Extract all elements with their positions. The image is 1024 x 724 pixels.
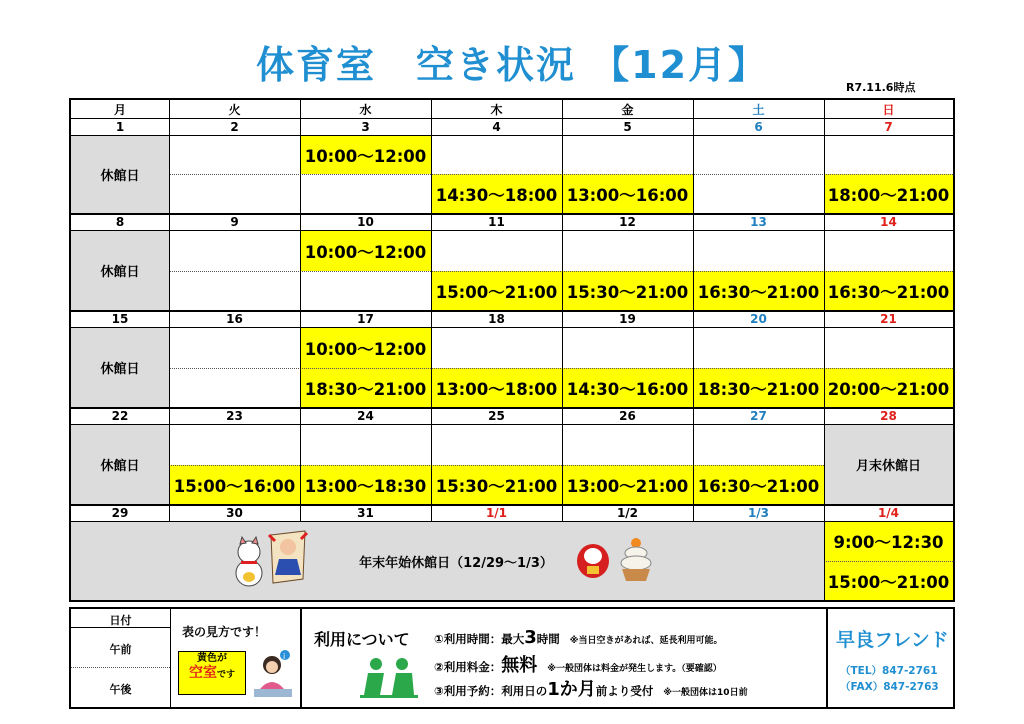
date-cell: 18 bbox=[488, 311, 505, 326]
grid-line bbox=[169, 504, 170, 521]
grid-line bbox=[169, 465, 824, 466]
facility-name: 早良フレンド bbox=[836, 629, 949, 651]
date-cell: 10 bbox=[357, 214, 374, 229]
available-slot-pm: 14:30～16:00 bbox=[562, 368, 693, 407]
date-cell: 1/1 bbox=[485, 505, 508, 520]
weekday-header: 金 bbox=[621, 102, 634, 117]
available-slot-pm: 18:30～21:00 bbox=[693, 368, 824, 407]
grid-line bbox=[71, 310, 953, 312]
legend-date-label: 日付 bbox=[109, 614, 132, 627]
closed-day-cell: 休館日 bbox=[71, 424, 169, 504]
date-cell: 12 bbox=[619, 214, 636, 229]
weekday-header: 月 bbox=[113, 102, 126, 117]
available-slot-pm: 15:30～21:00 bbox=[562, 271, 693, 310]
grid-line bbox=[71, 424, 953, 425]
date-cell: 9 bbox=[230, 214, 239, 229]
grid-line bbox=[431, 100, 432, 504]
available-slot-pm: 16:30～21:00 bbox=[693, 271, 824, 310]
receptionist-icon bbox=[252, 649, 296, 699]
available-slot-pm: 13:00～18:30 bbox=[300, 465, 431, 504]
date-cell: 24 bbox=[357, 408, 374, 423]
date-cell: 11 bbox=[488, 214, 505, 229]
date-cell: 13 bbox=[750, 214, 767, 229]
grid-line bbox=[71, 327, 953, 328]
available-slot-pm: 18:30～21:00 bbox=[300, 368, 431, 407]
grid-line bbox=[562, 100, 563, 504]
date-cell: 3 bbox=[361, 119, 370, 134]
maneki-neko-icon bbox=[231, 535, 267, 587]
usage-res-suffix: 前より受付 bbox=[595, 684, 654, 698]
date-cell: 27 bbox=[750, 408, 767, 423]
usage-time-note: ※当日空きがあれば、延長利用可能。 bbox=[569, 636, 723, 646]
holiday-note: 年末年始休館日（12/29～1/3） bbox=[359, 555, 553, 571]
date-cell: 28 bbox=[880, 408, 897, 423]
usage-res-period: 1か月 bbox=[547, 679, 596, 700]
date-cell: 17 bbox=[357, 311, 374, 326]
month-end-closed-cell: 月末休館日 bbox=[824, 424, 953, 504]
date-cell: 20 bbox=[750, 311, 767, 326]
availability-calendar bbox=[69, 98, 955, 602]
legend-pm-label: 午後 bbox=[109, 683, 132, 696]
closed-day-cell: 休館日 bbox=[71, 230, 169, 310]
usage-line-reservation bbox=[434, 675, 748, 701]
date-cell: 1/4 bbox=[877, 505, 900, 520]
date-cell: 1 bbox=[115, 119, 125, 134]
available-slot-pm: 16:30～21:00 bbox=[824, 271, 953, 310]
grid-line bbox=[824, 561, 953, 562]
grid-line bbox=[71, 521, 953, 522]
available-slot-pm: 16:30～21:00 bbox=[693, 465, 824, 504]
available-slot-pm: 13:00～16:00 bbox=[562, 174, 693, 213]
people-meeting-icon bbox=[358, 655, 422, 699]
usage-time-label: ①利用時間：最大 bbox=[434, 632, 525, 646]
date-cell: 25 bbox=[488, 408, 505, 423]
weekday-header: 火 bbox=[228, 102, 241, 117]
grid-line bbox=[71, 135, 953, 136]
available-slot-pm: 15:00～21:00 bbox=[824, 561, 953, 600]
grid-line bbox=[562, 504, 563, 521]
sample-text-2: です bbox=[216, 670, 235, 680]
how-to-read-title: 表の見方です！ bbox=[182, 625, 267, 639]
date-cell: 30 bbox=[226, 505, 243, 520]
date-cell: 5 bbox=[623, 119, 632, 134]
legend-sample-table bbox=[71, 609, 171, 707]
date-cell: 4 bbox=[492, 119, 501, 134]
legend-am-label: 午前 bbox=[109, 643, 132, 656]
grid-line bbox=[169, 174, 953, 175]
available-slot-pm: 14:30～18:00 bbox=[431, 174, 562, 213]
grid-line bbox=[693, 100, 694, 504]
date-cell: 1/2 bbox=[616, 505, 639, 520]
weekday-header: 土 bbox=[752, 102, 765, 117]
usage-res-label: ③利用予約：利用日の bbox=[434, 684, 548, 698]
date-cell: 26 bbox=[619, 408, 636, 423]
date-cell: 31 bbox=[357, 505, 374, 520]
grid-line bbox=[300, 100, 301, 504]
available-slot-pm: 18:00～21:00 bbox=[824, 174, 953, 213]
grid-line bbox=[300, 504, 301, 521]
usage-fee-label: ②利用料金： bbox=[434, 660, 502, 674]
contact-box bbox=[826, 609, 953, 707]
date-cell: 8 bbox=[115, 214, 125, 229]
date-cell: 21 bbox=[880, 311, 897, 326]
page-title: 体育室 空き状況 【12月】 bbox=[255, 43, 769, 87]
usage-time-hours: 3 bbox=[524, 627, 537, 648]
svg-text:i: i bbox=[283, 652, 286, 661]
grid-line bbox=[824, 521, 825, 600]
available-slot-pm: 20:00～21:00 bbox=[824, 368, 953, 407]
available-slot-am: 9:00～12:30 bbox=[824, 521, 953, 561]
grid-line bbox=[169, 271, 953, 272]
available-slot-pm: 13:00～18:00 bbox=[431, 368, 562, 407]
weekday-header: 日 bbox=[882, 102, 895, 117]
available-slot-am: 10:00～12:00 bbox=[300, 135, 431, 174]
grid-line bbox=[431, 504, 432, 521]
kagami-mochi-icon bbox=[616, 535, 656, 583]
usage-res-note: ※一般団体は10日前 bbox=[663, 688, 748, 698]
usage-heading: 利用について bbox=[314, 630, 410, 649]
contact-tel: （TEL）847-2761 bbox=[840, 665, 938, 677]
date-cell: 2 bbox=[230, 119, 239, 134]
date-cell: 15 bbox=[111, 311, 129, 326]
usage-fee-note: ※一般団体は料金が発生します。（要確認） bbox=[547, 664, 722, 674]
usage-info bbox=[302, 609, 828, 707]
contact-fax: （FAX）847-2763 bbox=[840, 681, 939, 693]
daruma-icon bbox=[576, 541, 610, 579]
available-slot-am: 10:00～12:00 bbox=[300, 230, 431, 271]
date-cell: 19 bbox=[619, 311, 636, 326]
closed-day-cell: 休館日 bbox=[71, 327, 169, 407]
date-cell: 23 bbox=[226, 408, 243, 423]
usage-fee-free: 無料 bbox=[501, 655, 538, 676]
available-sample bbox=[178, 651, 246, 695]
grid-line bbox=[71, 407, 953, 409]
info-panel bbox=[69, 607, 955, 709]
grid-line bbox=[71, 118, 953, 119]
date-cell: 1/3 bbox=[747, 505, 770, 520]
grid-line bbox=[824, 100, 825, 504]
closed-day-cell: 休館日 bbox=[71, 135, 169, 213]
grid-line bbox=[824, 504, 825, 521]
weekday-header: 木 bbox=[490, 102, 503, 117]
date-cell: 6 bbox=[754, 119, 763, 134]
sample-text-1: 黄色が bbox=[197, 653, 227, 664]
grid-line bbox=[71, 504, 953, 506]
date-cell: 22 bbox=[111, 408, 129, 423]
grid-line bbox=[693, 504, 694, 521]
usage-line-time bbox=[434, 627, 723, 648]
available-slot-pm: 13:00～21:00 bbox=[562, 465, 693, 504]
kite-icon bbox=[267, 529, 309, 589]
date-cell: 14 bbox=[880, 214, 897, 229]
date-cell: 29 bbox=[111, 505, 129, 520]
date-cell: 16 bbox=[226, 311, 243, 326]
usage-line-fee bbox=[434, 651, 722, 677]
grid-line bbox=[71, 213, 953, 215]
available-slot-pm: 15:00～21:00 bbox=[431, 271, 562, 310]
available-slot-am: 10:00～12:00 bbox=[300, 327, 431, 368]
grid-line bbox=[169, 100, 170, 504]
grid-line bbox=[71, 230, 953, 231]
how-to-read-box bbox=[170, 609, 302, 707]
date-cell: 7 bbox=[884, 119, 893, 134]
available-slot-pm: 15:00～16:00 bbox=[169, 465, 300, 504]
usage-time-unit: 時間 bbox=[536, 632, 560, 646]
weekday-header: 水 bbox=[359, 102, 372, 117]
as-of-date: R7.11.6時点 bbox=[846, 81, 916, 94]
grid-line bbox=[169, 368, 953, 369]
sample-text-vacant: 空室 bbox=[188, 665, 217, 681]
available-slot-pm: 15:30～21:00 bbox=[431, 465, 562, 504]
